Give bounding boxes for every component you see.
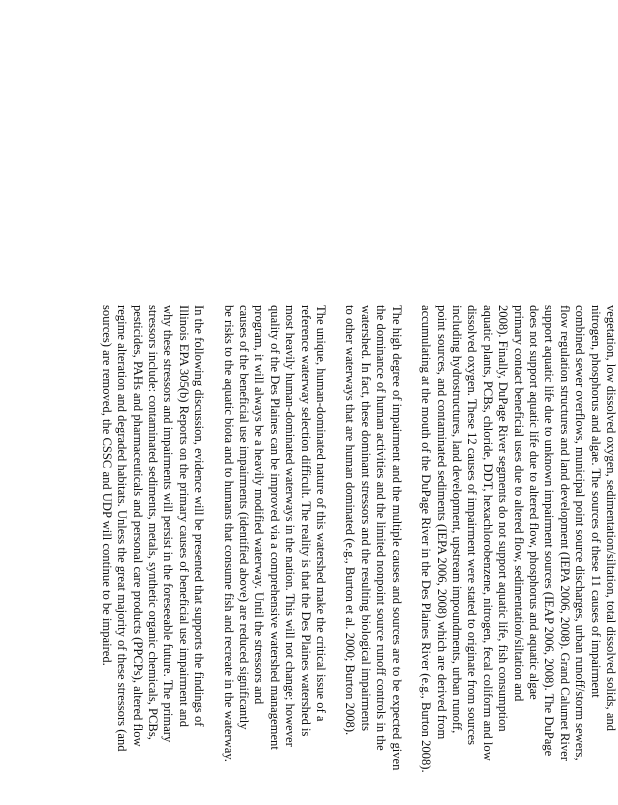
text-line: to other waterways that are human dominated (e.g., Burton et al. 2000; Burton 2008). <box>343 305 358 736</box>
text-line: dissolved oxygen. These 12 causes of impairment were stated to originate from sources <box>465 305 480 746</box>
text-line: does not support aquatic life due to altered flow, phosphorus and aquatic algae <box>526 305 541 700</box>
paragraph-primary-stressors <box>98 305 206 805</box>
text-line: flow regulation structures and land development (IEPA 2006, 2008). Grand Calumet River <box>557 305 572 761</box>
text-line: The high degree of impairment and the multiple causes and sources are to be expected given <box>389 305 404 771</box>
text-line: support aquatic life due to unknown impairment sources (IEAP 2006, 2008). The DuPage <box>542 305 557 757</box>
text-line: causes of the beneficial use impairments (identified above) are reduced significantly <box>237 305 252 730</box>
text-line: watershed. In fact, these dominant stressors and the resulting biological impairments <box>358 305 373 731</box>
text-line: vegetation, low dissolved oxygen, sedimentation/siltation, total dissolved solids, and <box>604 305 618 732</box>
text-line: combined sewer overflows, municipal point source discharges, urban runoff/storm sewers, <box>573 305 588 761</box>
text-line: reference waterway selection difficult. The reality is that the Des Plaines watershed is <box>298 305 313 737</box>
text-line: the dominance of human activities and the limited nonpoint source runoff controls in the <box>374 305 389 751</box>
text-line: regime alteration and degraded habitats. Unless the great majority of these stressors (and <box>115 305 130 752</box>
text-line: pesticides, PAHs and pharmaceuticals and personal care products (PPCPs), altered flow <box>130 305 145 747</box>
text-line: quality of the Des Plaines can be improved via a comprehensive watershed management <box>267 305 282 750</box>
text-line: stressors include: contaminated sediments, metals, synthetic organic chemicals, PCBs, <box>146 305 161 740</box>
text-line: point sources, and contaminated sediments (IEPA 2006, 2008) which are derived from <box>434 305 449 740</box>
text-line: In the following discussion, evidence will be presented that supports the findings of <box>192 305 207 727</box>
paragraph-impairment-expected <box>342 305 404 805</box>
text-line: why these stressors and impairments will persist in the foreseeable future. The primary <box>161 305 176 743</box>
text-line: be risks to the aquatic biota and to humans that consume fish and recreate in the waterway. <box>221 305 236 762</box>
rotated-document-page <box>99 305 618 805</box>
text-line: accumulating at the mouth of the DuPage River in the Des Plaines River (e.g., Burton 2008). <box>419 305 434 773</box>
text-line: nitrogen, phosphorus and algae. The sources of these 11 causes of impairment <box>588 305 603 698</box>
text-line: sources) are removed, the CSSC and UDP will continue to be impaired. <box>99 305 114 666</box>
text-line: The unique, human-dominated nature of this watershed make the critical issue of a <box>314 305 329 722</box>
paragraph-impairment-sources <box>418 305 618 805</box>
text-line: Illinois EPA 305(b) Reports on the primary causes of beneficial use impairment and <box>176 305 191 728</box>
text-line: program, it will always be a heavily modified waterway. Until the stressors and <box>252 305 267 705</box>
text-line: primary contact beneficial uses due to altered flow, sedimentation/siltation and <box>511 305 526 702</box>
text-line: 2008). Finally, DuPage River segments do not support aquatic life, fish consumption <box>496 305 511 732</box>
text-line: including hydrostructures, land development, upstream impoundments, urban runoff, <box>449 305 464 734</box>
text-line: aquatic plants, PCBs, chloride, DDT, hexachlorobenzene, nitrogen, fecal coliform and low <box>480 305 495 761</box>
paragraph-reference-waterway <box>220 305 328 805</box>
text-line: most heavily human-dominated waterways in the nation. This will not change; however <box>283 305 298 747</box>
